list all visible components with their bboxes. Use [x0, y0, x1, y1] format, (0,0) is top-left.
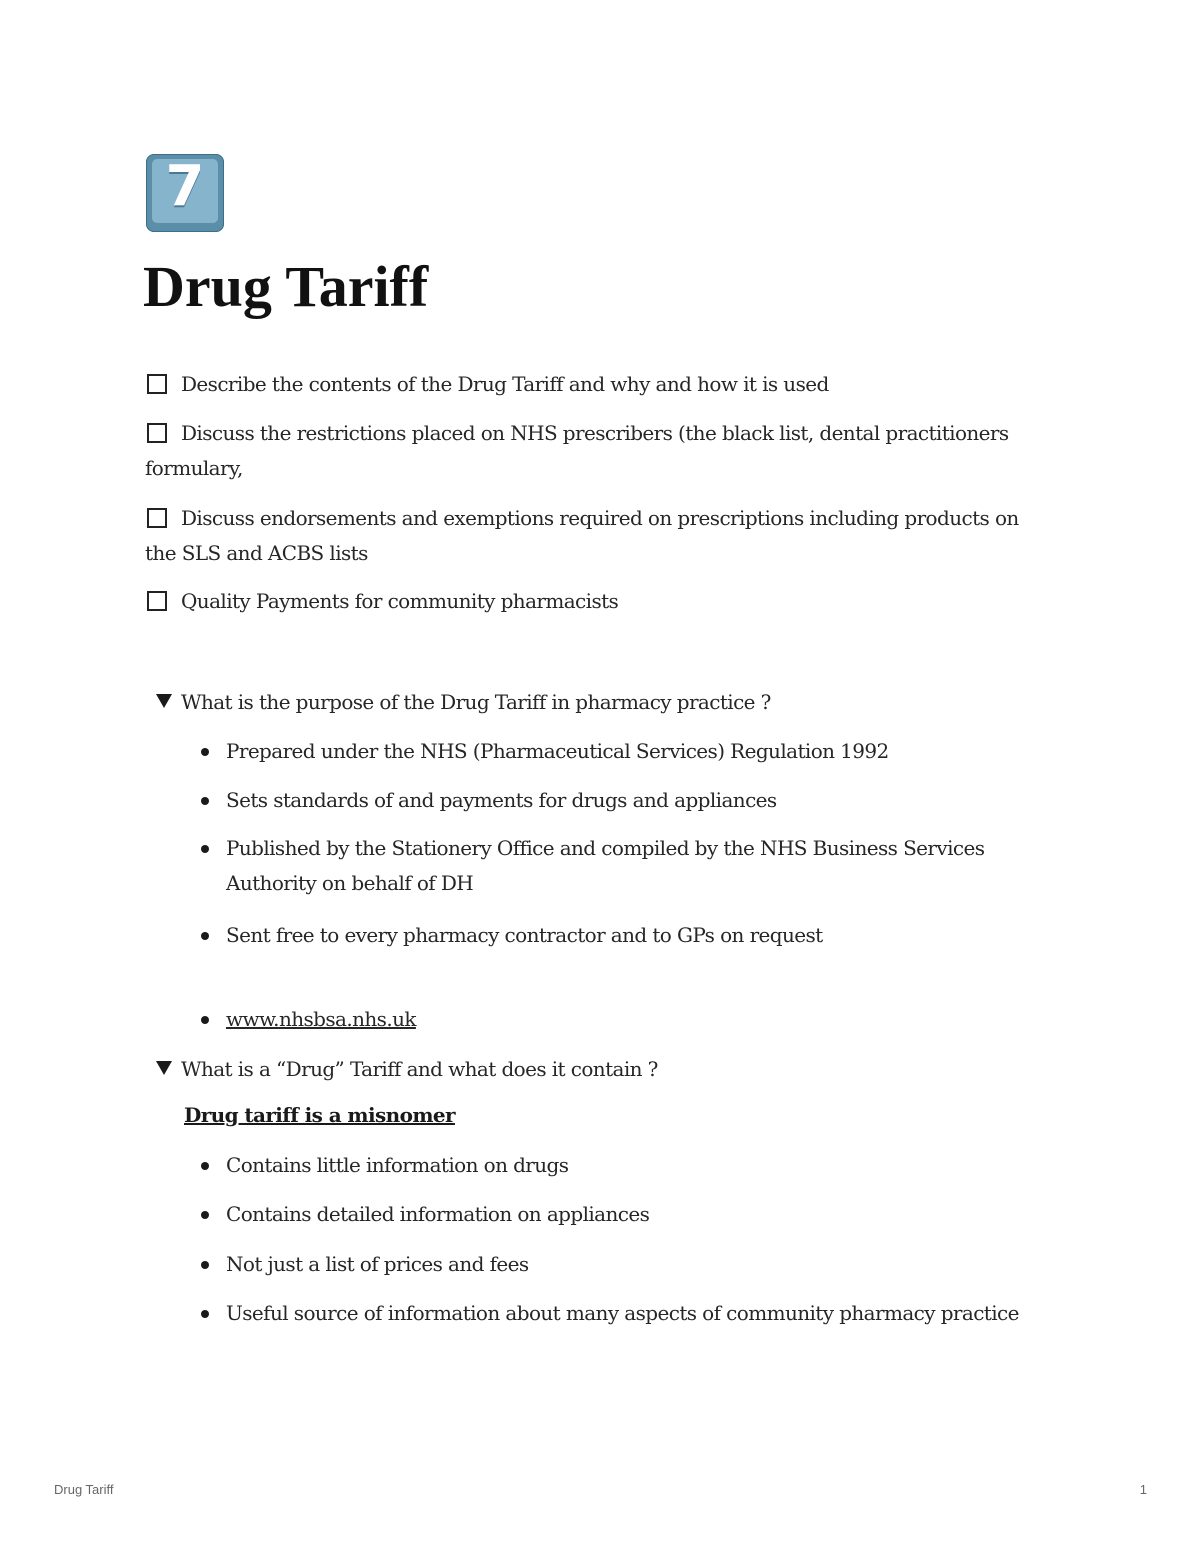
keycap-seven-icon: [146, 154, 224, 232]
list-item-text: Contains detailed information on appliances: [226, 1202, 650, 1226]
list-item: [226, 1296, 1126, 1331]
bullet-icon: [201, 1016, 209, 1024]
nhsbsa-link[interactable]: www.nhsbsa.nhs.uk: [226, 1007, 416, 1031]
list-item-text: Prepared under the NHS (Pharmaceutical Services) Regulation 1992: [226, 739, 889, 763]
toggle-purpose[interactable]: [156, 685, 771, 720]
bullet-icon: [201, 1211, 209, 1219]
todo-item: [145, 416, 1055, 486]
list-item: [226, 783, 1046, 818]
todo-item: [145, 584, 1055, 619]
list-item: [226, 918, 1046, 953]
bullet-icon: [201, 797, 209, 805]
list-item-text: Sent free to every pharmacy contractor and to GPs on request: [226, 923, 823, 947]
todo-text: Quality Payments for community pharmacists: [181, 589, 619, 613]
todo-text: Describe the contents of the Drug Tariff and why and how it is used: [181, 372, 829, 396]
bullet-icon: [201, 1310, 209, 1318]
todo-item: [145, 501, 1055, 571]
list-item: [226, 831, 996, 901]
todo-text: Discuss the restrictions placed on NHS prescribers (the black list, dental practitioners formulary,: [145, 421, 1009, 480]
footer-title: Drug Tariff: [54, 1482, 114, 1497]
list-item-text: Contains little information on drugs: [226, 1153, 569, 1177]
toggle-contents[interactable]: [156, 1052, 658, 1087]
subheading: Drug tariff is a misnomer: [184, 1103, 455, 1127]
page-number: 1: [1139, 1482, 1147, 1497]
list-item-text: Sets standards of and payments for drugs and appliances: [226, 788, 777, 812]
checkbox[interactable]: [147, 591, 167, 611]
toggle-title: What is a “Drug” Tariff and what does it contain ?: [181, 1057, 658, 1081]
bullet-icon: [201, 1261, 209, 1269]
list-item: [226, 1197, 1046, 1232]
checkbox[interactable]: [147, 374, 167, 394]
list-item: [226, 1148, 1046, 1183]
checkbox[interactable]: [147, 423, 167, 443]
toggle-triangle-icon[interactable]: [156, 694, 172, 708]
page-title: Drug Tariff: [143, 254, 429, 319]
todo-item: [145, 367, 1055, 402]
list-item: [226, 1002, 1046, 1037]
bullet-icon: [201, 845, 209, 853]
list-item-text: Published by the Stationery Office and compiled by the NHS Business Services Authority on behalf of DH: [226, 836, 985, 895]
checkbox[interactable]: [147, 508, 167, 528]
todo-text: Discuss endorsements and exemptions required on prescriptions including products on the SLS and ACBS lists: [145, 506, 1019, 565]
list-item-text: Useful source of information about many aspects of community pharmacy practice: [226, 1301, 1019, 1325]
list-item-text: Not just a list of prices and fees: [226, 1252, 529, 1276]
list-item: [226, 1247, 1046, 1282]
toggle-title: What is the purpose of the Drug Tariff in pharmacy practice ?: [181, 690, 771, 714]
bullet-icon: [201, 748, 209, 756]
keycap-glyph: 7: [165, 154, 205, 219]
bullet-icon: [201, 932, 209, 940]
toggle-triangle-icon[interactable]: [156, 1061, 172, 1075]
list-item: [226, 734, 1046, 769]
bullet-icon: [201, 1162, 209, 1170]
